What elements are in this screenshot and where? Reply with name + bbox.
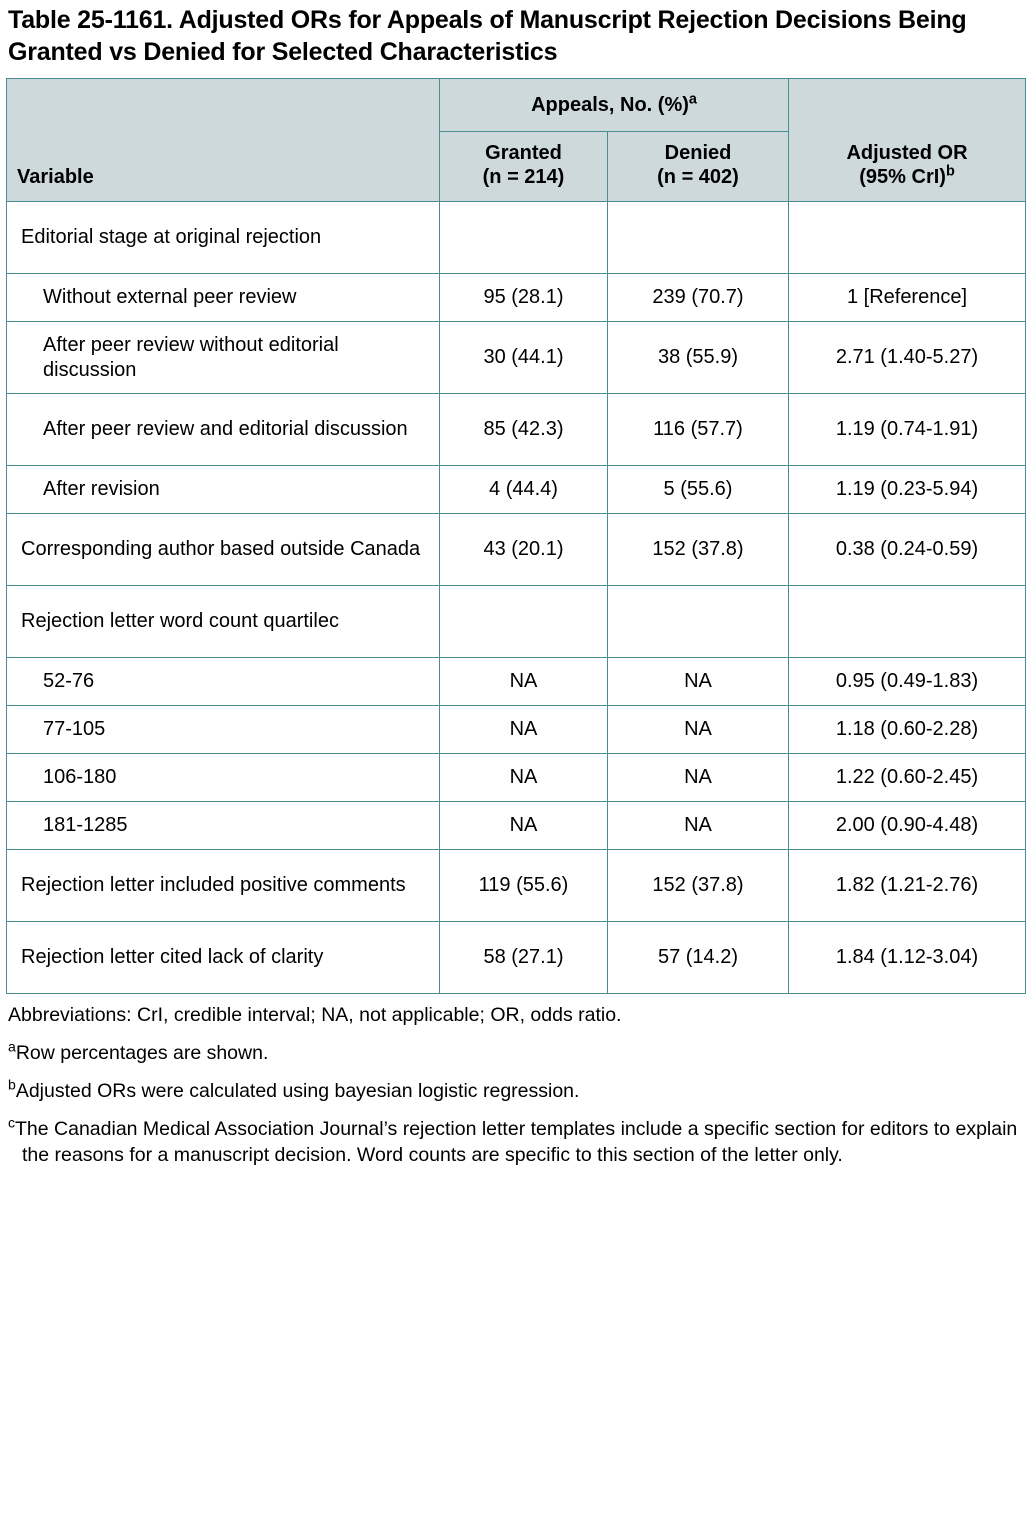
row-denied (608, 586, 789, 658)
table-footnotes (6, 1003, 1025, 1169)
row-adjusted-or: 1.19 (0.74-1.91) (789, 394, 1026, 466)
row-granted: 58 (27.1) (440, 922, 608, 994)
table-row (7, 922, 1026, 994)
page-title: Table 25-1161. Adjusted ORs for Appeals of Manuscript Rejection Decisions Being Granted vs Denied for Selected Characteristics (8, 6, 967, 66)
group-header-label: Appeals, No. (%) (531, 94, 689, 116)
row-adjusted-or: 1.22 (0.60-2.45) (789, 754, 1026, 802)
denied-header-line1: Denied (664, 142, 732, 164)
row-variable: Editorial stage at original rejection (7, 202, 440, 274)
footnote-a-text: Row percentages are shown. (15, 1041, 269, 1064)
column-header-denied (608, 132, 789, 202)
row-adjusted-or: 1 [Reference] (789, 274, 1026, 322)
row-variable: After peer review without editorial discussion (7, 322, 440, 394)
row-adjusted-or: 2.71 (1.40-5.27) (789, 322, 1026, 394)
table-row (7, 586, 1026, 658)
row-variable: Corresponding author based outside Canada (7, 514, 440, 586)
denied-header-line2: (n = 402) (657, 166, 739, 188)
footnote-a-marker: a (8, 1038, 16, 1055)
row-denied: 239 (70.7) (608, 274, 789, 322)
footnote-b (8, 1076, 1021, 1105)
row-granted: 30 (44.1) (440, 322, 608, 394)
table-row (7, 394, 1026, 466)
row-variable: Rejection letter cited lack of clarity (7, 922, 440, 994)
footnote-c-text: The Canadian Medical Association Journal’s rejection letter templates include a specific section for editors to explain the reasons for a manuscript decision. Word counts are specific to this section of the letter only. (15, 1117, 1018, 1166)
granted-header-line2: (n = 214) (482, 166, 565, 188)
row-adjusted-or: 1.18 (0.60-2.28) (789, 706, 1026, 754)
row-adjusted-or (789, 586, 1026, 658)
footnote-b-text: Adjusted ORs were calculated using bayesian logistic regression. (15, 1079, 580, 1102)
group-header-superscript: a (688, 91, 697, 108)
row-denied: NA (608, 802, 789, 850)
row-adjusted-or: 0.95 (0.49-1.83) (789, 658, 1026, 706)
footnote-c (8, 1114, 1021, 1169)
footnote-b-marker: b (8, 1076, 16, 1093)
or-header-superscript: b (945, 163, 955, 180)
row-granted: NA (440, 658, 608, 706)
footnote-abbreviations: Abbreviations: CrI, credible interval; NA, not applicable; OR, odds ratio. (8, 1004, 622, 1026)
row-denied: 38 (55.9) (608, 322, 789, 394)
table-row (7, 658, 1026, 706)
row-granted: NA (440, 802, 608, 850)
row-granted: 43 (20.1) (440, 514, 608, 586)
row-granted: 4 (44.4) (440, 466, 608, 514)
row-adjusted-or (789, 202, 1026, 274)
table-row (7, 706, 1026, 754)
column-header-adjusted-or (789, 79, 1026, 202)
row-variable: Without external peer review (7, 274, 440, 322)
row-adjusted-or: 1.19 (0.23-5.94) (789, 466, 1026, 514)
data-table (6, 78, 1026, 994)
row-denied: NA (608, 658, 789, 706)
table-header (7, 79, 1026, 202)
row-adjusted-or: 2.00 (0.90-4.48) (789, 802, 1026, 850)
table-row (7, 202, 1026, 274)
or-header-line1: Adjusted OR (846, 142, 968, 164)
table-row (7, 466, 1026, 514)
row-granted (440, 586, 608, 658)
table-row (7, 802, 1026, 850)
row-denied: 57 (14.2) (608, 922, 789, 994)
footnote-c-marker: c (8, 1114, 16, 1131)
column-header-granted (440, 132, 608, 202)
column-group-header-appeals (440, 79, 789, 132)
table-header-row-top (7, 79, 1026, 132)
table-row (7, 322, 1026, 394)
row-variable: After revision (7, 466, 440, 514)
column-header-variable: Variable (7, 79, 440, 202)
row-granted: 95 (28.1) (440, 274, 608, 322)
table-body (7, 202, 1026, 994)
table-row (7, 514, 1026, 586)
row-denied: 152 (37.8) (608, 514, 789, 586)
row-variable: Rejection letter word count quartilec (7, 586, 440, 658)
table-row (7, 754, 1026, 802)
row-adjusted-or: 1.84 (1.12-3.04) (789, 922, 1026, 994)
row-granted: 119 (55.6) (440, 850, 608, 922)
row-denied: NA (608, 754, 789, 802)
row-variable: 106-180 (7, 754, 440, 802)
footnote-a (8, 1038, 1021, 1067)
row-variable: After peer review and editorial discussion (7, 394, 440, 466)
or-header-line2: (95% CrI) (859, 166, 946, 188)
row-variable: 52-76 (7, 658, 440, 706)
granted-header-line1: Granted (485, 142, 562, 164)
row-denied: 5 (55.6) (608, 466, 789, 514)
row-granted: NA (440, 754, 608, 802)
row-denied: 152 (37.8) (608, 850, 789, 922)
table-row (7, 274, 1026, 322)
row-denied (608, 202, 789, 274)
row-variable: 181-1285 (7, 802, 440, 850)
row-denied: NA (608, 706, 789, 754)
row-variable: 77-105 (7, 706, 440, 754)
row-adjusted-or: 0.38 (0.24-0.59) (789, 514, 1026, 586)
table-row (7, 850, 1026, 922)
row-adjusted-or: 1.82 (1.21-2.76) (789, 850, 1026, 922)
row-granted (440, 202, 608, 274)
row-variable: Rejection letter included positive comments (7, 850, 440, 922)
row-granted: NA (440, 706, 608, 754)
row-denied: 116 (57.7) (608, 394, 789, 466)
row-granted: 85 (42.3) (440, 394, 608, 466)
